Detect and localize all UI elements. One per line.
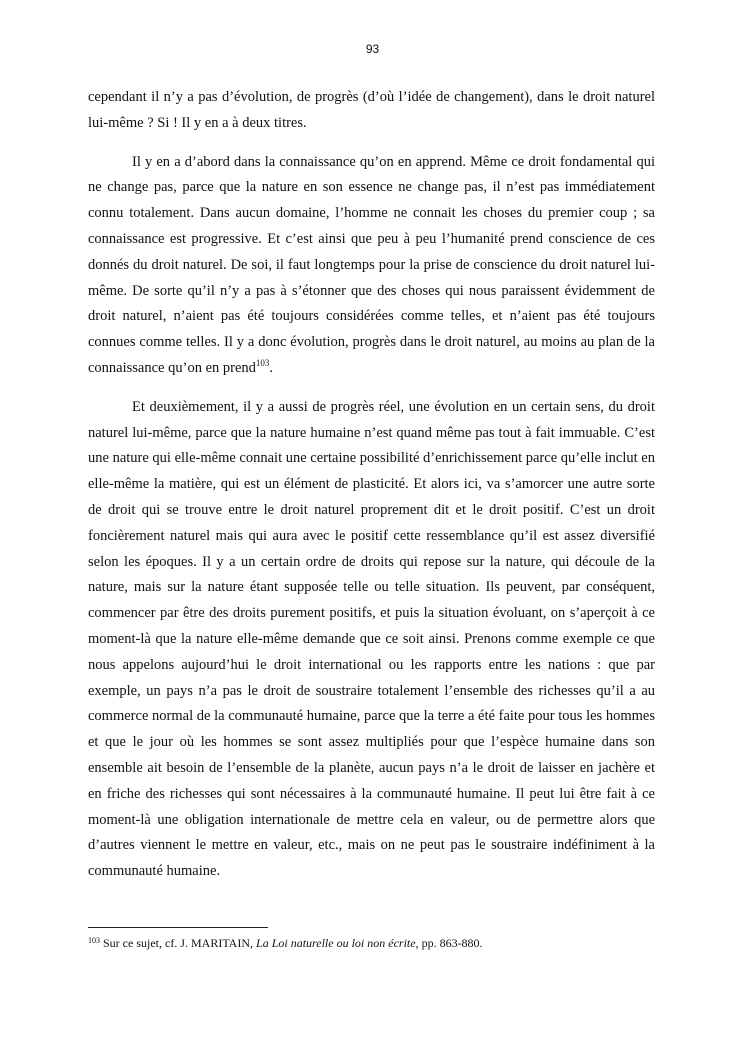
footnote <box>88 935 655 951</box>
page-number: 93 <box>365 42 380 56</box>
paragraph-1: cependant il n’y a pas d’évolution, de progrès (d’où l’idée de changement), dans le droit naturel lui-même ? Si ! Il y en a à deux titres. <box>88 89 655 131</box>
footnote-suffix: pp. 863-880. <box>418 936 483 950</box>
paragraph-2 <box>88 150 655 382</box>
paragraph-2-end: . <box>269 359 274 376</box>
footnote-number: 103 <box>88 936 100 945</box>
footnote-divider <box>88 927 268 928</box>
body-text <box>88 85 655 885</box>
paragraph-3: Et deuxièmement, il y a aussi de progrès réel, une évolution en un certain sens, du droit naturel lui-même, parce que la nature humaine n’est quand même pas tout à fait immuable. C’est une nature qui elle-même connait une certaine possibilité d’enrichissement parce qu’elle inclut en elle-même la matière, qui est un élément de plasticité. Et alors ici, va s’amorcer une autre sorte de droit qui se trouve entre le droit naturel proprement dit et le droit positif. C’est un droit foncièrement naturel mais qui aura avec le positif cette ressemblance qu’il est assez diversifié selon les époques. Il y a un certain ordre de droits qui repose sur la nature, qui découle de la nature, mais sur la nature étant supposée telle ou telle situation. Ils peuvent, par conséquent, commencer par être des droits purement positifs, et puis la situation évoluant, on s’aperçoit à ce moment-là que la nature elle-même demande que ce soit ainsi. Prenons comme exemple ce que nous appelons aujourd’hui le droit international ou les rapports entre les nations : que par exemple, un pays n’a pas le droit de soustraire totalement l’ensemble des richesses qu’il a au commerce normal de la communauté humaine, parce que la terre a été faite pour tous les hommes et que le jour où les hommes se sont assez multipliés pour que l’espèce humaine dans son ensemble ait besoin de l’ensemble de la planète, aucun pays n’a le droit de laisser en jachère et en friche des richesses qui sont nécessaires à la communauté humaine. Il peut lui être fait à ce moment-là une obligation internationale de mettre cela en valeur, ou de permettre alors que d’autres viennent le mettre en valeur, etc., mais on ne peut pas le soustraire indéfiniment à la communauté humaine. <box>88 398 655 880</box>
footnote-prefix: Sur ce sujet, cf. J. MARITAIN, <box>103 936 257 950</box>
paragraph-2-text: Il y en a d’abord dans la connaissance qu’on en apprend. Même ce droit fondamental qui ne change pas, parce que la nature en son essence ne change pas, il n’est pas immédiatement connu totalement. Dans aucun domaine, l’homme ne connait les choses du premier coup ; sa connaissance est progressive. Et c’est ainsi que peu à peu l’humanité prend conscience de ces donnés du droit naturel. De soi, il faut longtemps pour la prise de conscience du droit naturel lui-même. De sorte qu’il n’y a pas à s’étonner que des choses qui nous paraissent évidemment de droit naturel, n’aient pas été toujours considérées comme telles, et n’aient pas été toujours connues comme telles. Il y a donc évolution, progrès dans le droit naturel, au moins au plan de la connaissance qu’on en prend <box>88 153 655 376</box>
footnote-reference[interactable]: 103 <box>255 357 270 368</box>
footnote-title: La Loi naturelle ou loi non écrite, <box>256 936 419 950</box>
